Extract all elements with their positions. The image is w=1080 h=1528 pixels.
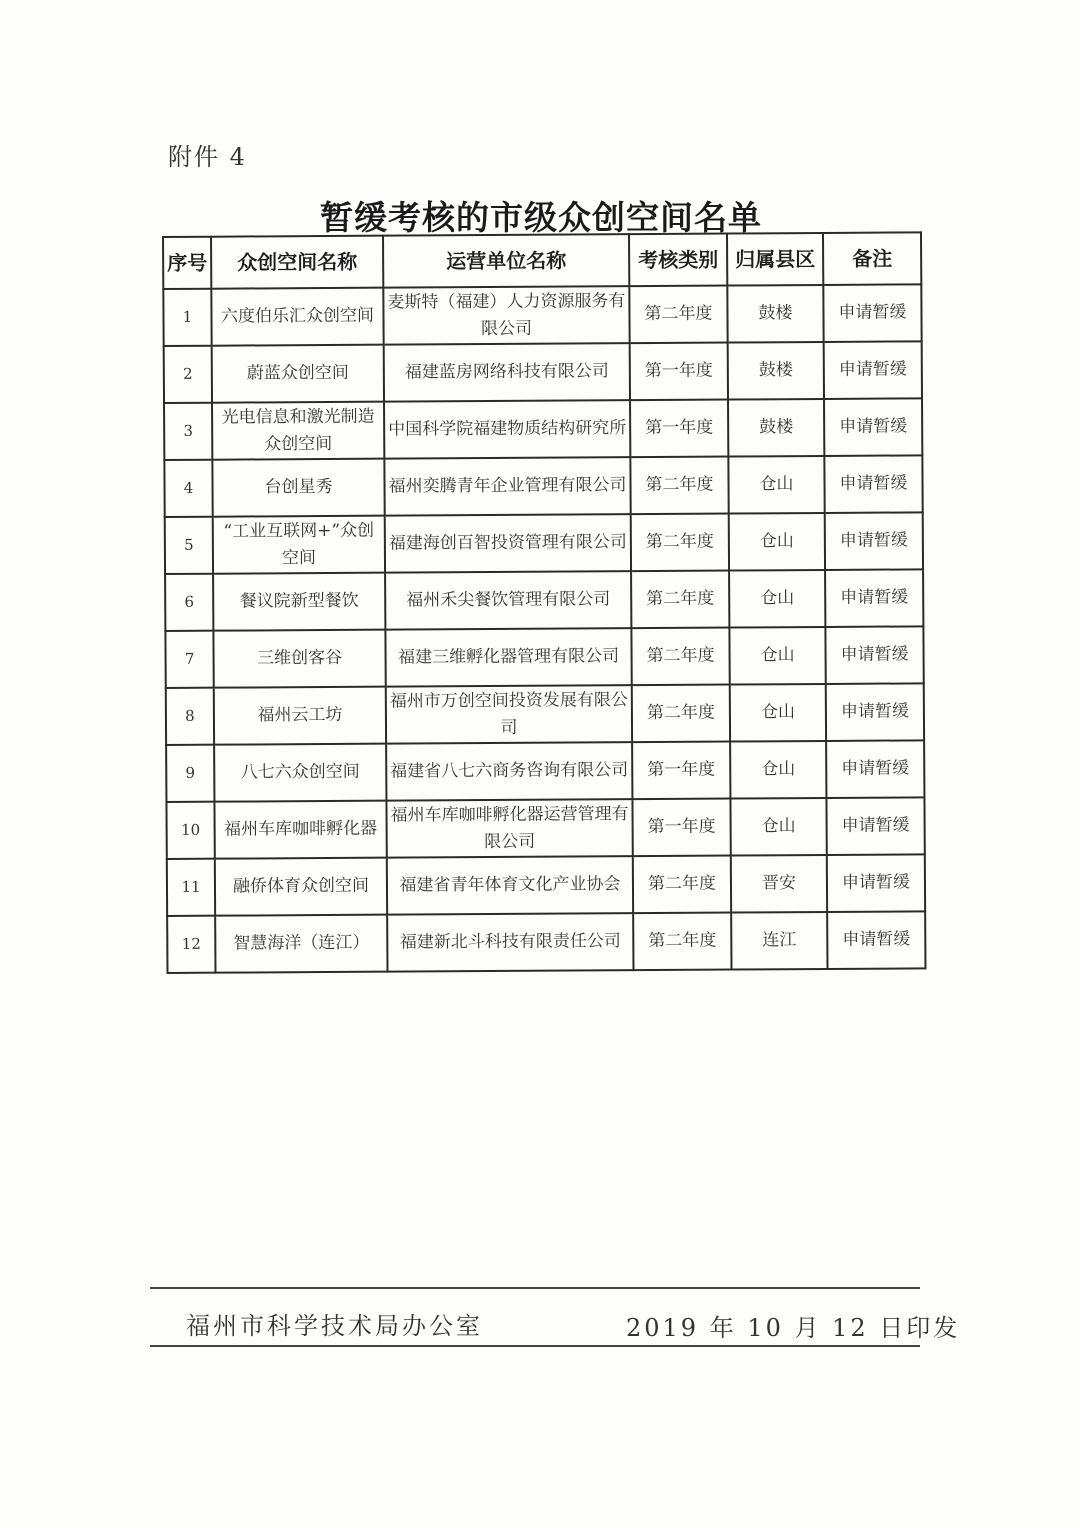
header-operator: 运营单位名称 bbox=[383, 234, 629, 288]
cell-district: 仓山 bbox=[729, 570, 825, 628]
table-row bbox=[167, 854, 925, 916]
cell-remark: 申请暂缓 bbox=[826, 683, 924, 741]
table-row bbox=[165, 512, 923, 574]
cell-remark: 申请暂缓 bbox=[825, 569, 923, 627]
cell-category: 第二年度 bbox=[629, 286, 727, 344]
cell-district: 仓山 bbox=[728, 456, 824, 514]
cell-serial: 7 bbox=[165, 631, 213, 688]
cell-operator: 福建省青年体育文化产业协会 bbox=[387, 856, 633, 915]
cell-remark: 申请暂缓 bbox=[826, 740, 924, 798]
cell-district: 鼓楼 bbox=[728, 342, 824, 400]
header-category: 考核类别 bbox=[629, 234, 727, 287]
cell-operator: 福州奕腾青年企业管理有限公司 bbox=[384, 457, 630, 516]
footer-top-rule bbox=[150, 1287, 920, 1289]
table-row bbox=[164, 398, 922, 460]
cell-district: 连江 bbox=[731, 912, 827, 970]
table-row bbox=[164, 341, 922, 403]
cell-serial: 2 bbox=[164, 346, 212, 403]
cell-district: 晋安 bbox=[731, 855, 827, 913]
cell-category: 第二年度 bbox=[632, 685, 730, 743]
table-row bbox=[166, 683, 924, 745]
cell-serial: 5 bbox=[165, 517, 213, 574]
cell-district: 鼓楼 bbox=[727, 285, 823, 343]
cell-district: 仓山 bbox=[729, 627, 825, 685]
table-row bbox=[167, 911, 925, 973]
header-space-name: 众创空间名称 bbox=[211, 236, 383, 289]
cell-remark: 申请暂缓 bbox=[823, 284, 921, 342]
footer-bottom-rule bbox=[150, 1345, 920, 1347]
cell-serial: 12 bbox=[167, 916, 215, 973]
cell-operator: 福建新北斗科技有限责任公司 bbox=[387, 913, 633, 972]
cell-operator: 福建省八七六商务咨询有限公司 bbox=[386, 742, 632, 801]
table-row bbox=[164, 455, 922, 517]
header-serial: 序号 bbox=[163, 237, 211, 289]
header-remark: 备注 bbox=[823, 232, 921, 285]
cell-operator: 福建蓝房网络科技有限公司 bbox=[384, 343, 630, 402]
cell-district: 仓山 bbox=[730, 741, 826, 799]
cell-remark: 申请暂缓 bbox=[827, 854, 925, 912]
cell-category: 第二年度 bbox=[631, 628, 729, 686]
cell-space-name: 三维创客谷 bbox=[213, 630, 385, 688]
cell-operator: 福建海创百智投资管理有限公司 bbox=[385, 514, 631, 573]
cell-serial: 8 bbox=[166, 688, 214, 745]
space-list-table bbox=[162, 231, 926, 974]
cell-category: 第一年度 bbox=[630, 343, 728, 401]
cell-remark: 申请暂缓 bbox=[824, 341, 922, 399]
cell-space-name: 八七六众创空间 bbox=[214, 744, 386, 802]
cell-serial: 9 bbox=[166, 745, 214, 802]
cell-district: 鼓楼 bbox=[728, 399, 824, 457]
table-row bbox=[163, 284, 921, 346]
cell-operator: 福州车库咖啡孵化器运营管理有限公司 bbox=[386, 799, 632, 858]
cell-serial: 3 bbox=[164, 403, 212, 460]
cell-space-name: 蔚蓝众创空间 bbox=[212, 345, 384, 403]
cell-operator: 麦斯特（福建）人力资源服务有限公司 bbox=[383, 286, 629, 345]
cell-space-name: 融侨体育众创空间 bbox=[215, 858, 387, 916]
cell-operator: 福州禾尖餐饮管理有限公司 bbox=[385, 571, 631, 630]
cell-remark: 申请暂缓 bbox=[826, 797, 924, 855]
table-row bbox=[166, 797, 924, 859]
attachment-label: 附件 4 bbox=[168, 143, 247, 171]
table-row bbox=[165, 626, 923, 688]
cell-space-name: 福州云工坊 bbox=[214, 687, 386, 745]
cell-category: 第二年度 bbox=[633, 913, 731, 971]
cell-space-name: 台创星秀 bbox=[212, 459, 384, 517]
cell-category: 第二年度 bbox=[633, 856, 731, 914]
cell-operator: 福州市万创空间投资发展有限公司 bbox=[386, 685, 632, 744]
document-title: 暂缓考核的市级众创空间名单 bbox=[320, 198, 762, 237]
cell-serial: 11 bbox=[167, 859, 215, 916]
cell-serial: 4 bbox=[164, 460, 212, 517]
header-district: 归属县区 bbox=[727, 233, 823, 286]
cell-space-name: 光电信息和激光制造众创空间 bbox=[212, 402, 384, 460]
cell-remark: 申请暂缓 bbox=[825, 626, 923, 684]
cell-serial: 10 bbox=[166, 802, 214, 859]
cell-district: 仓山 bbox=[729, 513, 825, 571]
cell-remark: 申请暂缓 bbox=[827, 911, 925, 969]
cell-district: 仓山 bbox=[730, 798, 826, 856]
cell-space-name: 餐议院新型餐饮 bbox=[213, 573, 385, 631]
cell-remark: 申请暂缓 bbox=[824, 455, 922, 513]
table-row bbox=[166, 740, 924, 802]
table-row bbox=[165, 569, 923, 631]
cell-category: 第二年度 bbox=[631, 571, 729, 629]
issuing-office: 福州市科学技术局办公室 bbox=[186, 1312, 483, 1340]
table-header-row bbox=[163, 232, 921, 289]
cell-space-name: 六度伯乐汇众创空间 bbox=[211, 288, 383, 346]
cell-remark: 申请暂缓 bbox=[824, 398, 922, 456]
cell-category: 第一年度 bbox=[632, 799, 730, 857]
cell-district: 仓山 bbox=[730, 684, 826, 742]
cell-space-name: “工业互联网+”众创空间 bbox=[213, 516, 385, 574]
cell-space-name: 福州车库咖啡孵化器 bbox=[214, 801, 386, 859]
issue-date: 2019 年 10 月 12 日印发 bbox=[626, 1314, 961, 1342]
cell-remark: 申请暂缓 bbox=[825, 512, 923, 570]
cell-operator: 福建三维孵化器管理有限公司 bbox=[385, 628, 631, 687]
cell-category: 第一年度 bbox=[632, 742, 730, 800]
cell-category: 第二年度 bbox=[631, 514, 729, 572]
cell-operator: 中国科学院福建物质结构研究所 bbox=[384, 400, 630, 459]
cell-serial: 1 bbox=[163, 289, 211, 346]
cell-space-name: 智慧海洋（连江） bbox=[215, 915, 387, 973]
cell-category: 第二年度 bbox=[630, 457, 728, 515]
cell-serial: 6 bbox=[165, 574, 213, 631]
cell-category: 第一年度 bbox=[630, 400, 728, 458]
